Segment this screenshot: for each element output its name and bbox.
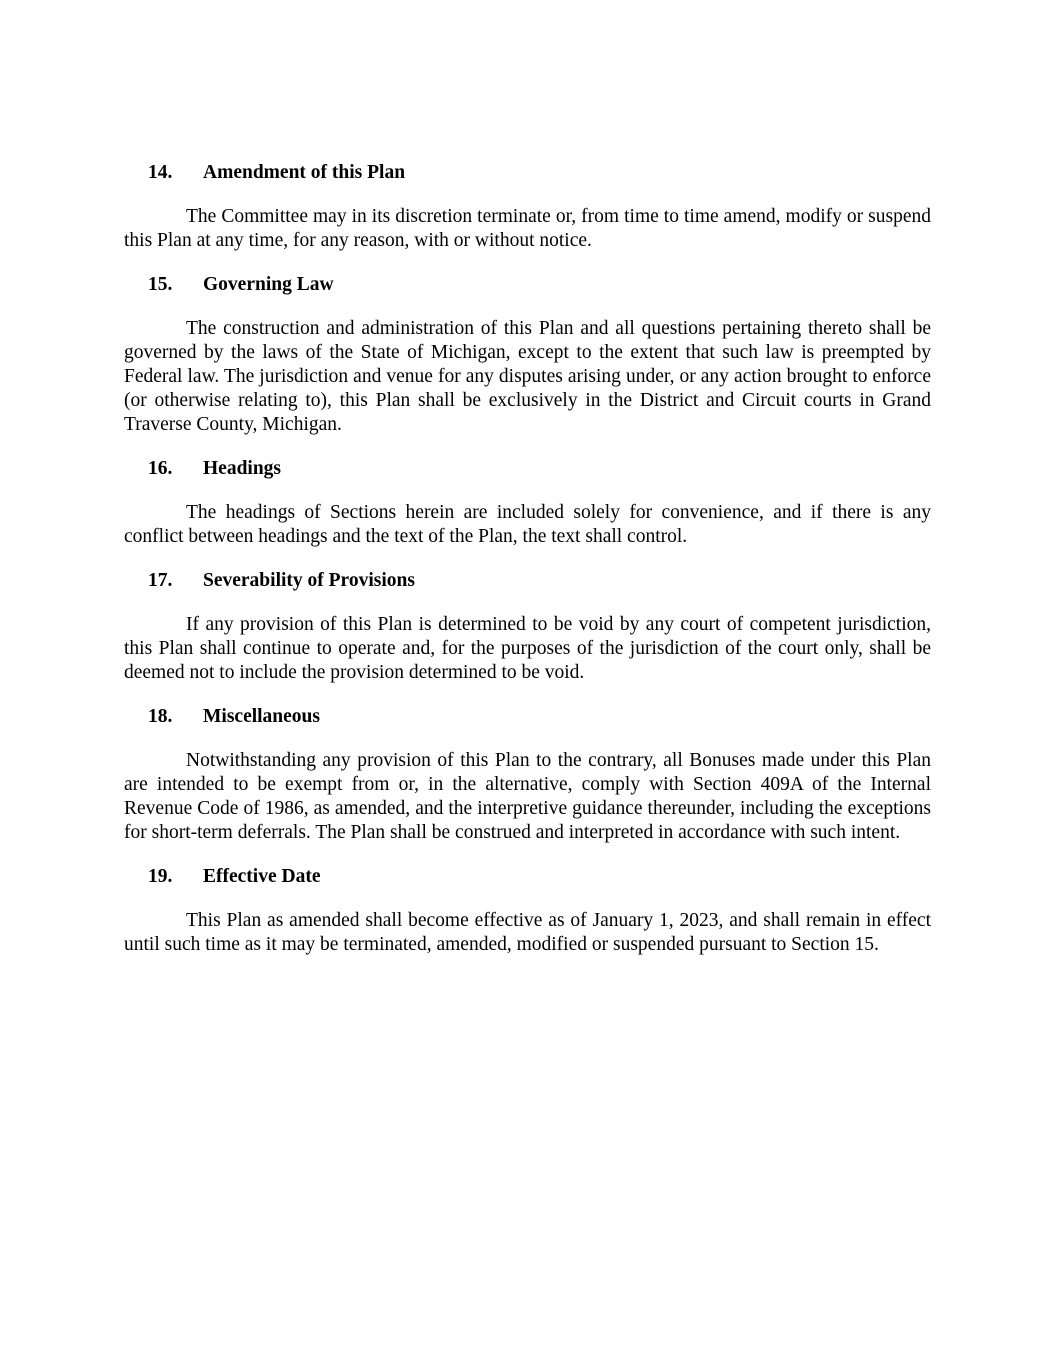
section-18 [124,705,931,845]
section-title: Governing Law [203,274,334,295]
section-paragraph: The Committee may in its discretion terminate or, from time to time amend, modify or suspend this Plan at any time, for any reason, with or without notice. [124,206,931,251]
section-number: 17. [148,570,173,591]
section-title: Headings [203,458,282,479]
section-heading [124,161,931,185]
section-16 [124,457,931,549]
section-heading [124,569,931,593]
section-title: Severability of Provisions [203,570,415,591]
section-paragraph: Notwithstanding any provision of this Plan to the contrary, all Bonuses made under this Plan are intended to be exempt from or, in the alternative, comply with Section 409A of the Internal Revenue Code of 1986, as amended, and the interpretive guidance thereunder, including the exceptions for short-term deferrals. The Plan shall be construed and interpreted in accordance with such intent. [124,750,931,843]
section-number: 19. [148,866,173,887]
section-14 [124,161,931,253]
section-paragraph: The headings of Sections herein are included solely for convenience, and if there is any conflict between headings and the text of the Plan, the text shall control. [124,502,931,547]
section-number: 18. [148,706,173,727]
section-heading [124,705,931,729]
section-paragraph: The construction and administration of this Plan and all questions pertaining thereto shall be governed by the laws of the State of Michigan, except to the extent that such law is preempted by Federal law. The jurisdiction and venue for any disputes arising under, or any action brought to enforce (or otherwise relating to), this Plan shall be exclusively in the District and Circuit courts in Grand Traverse County, Michigan. [124,318,931,435]
section-title: Effective Date [203,866,321,887]
section-15 [124,273,931,437]
section-number: 15. [148,274,173,295]
section-heading [124,865,931,889]
section-paragraph: This Plan as amended shall become effective as of January 1, 2023, and shall remain in effect until such time as it may be terminated, amended, modified or suspended pursuant to Section 15. [124,910,931,955]
document-page [124,161,931,977]
section-19 [124,865,931,957]
section-number: 14. [148,162,173,183]
section-heading [124,457,931,481]
section-title: Amendment of this Plan [203,162,406,183]
section-17 [124,569,931,685]
section-heading [124,273,931,297]
section-paragraph: If any provision of this Plan is determined to be void by any court of competent jurisdiction, this Plan shall continue to operate and, for the purposes of the jurisdiction of the court only, shall be deemed not to include the provision determined to be void. [124,614,931,683]
section-number: 16. [148,458,173,479]
section-title: Miscellaneous [203,706,320,727]
